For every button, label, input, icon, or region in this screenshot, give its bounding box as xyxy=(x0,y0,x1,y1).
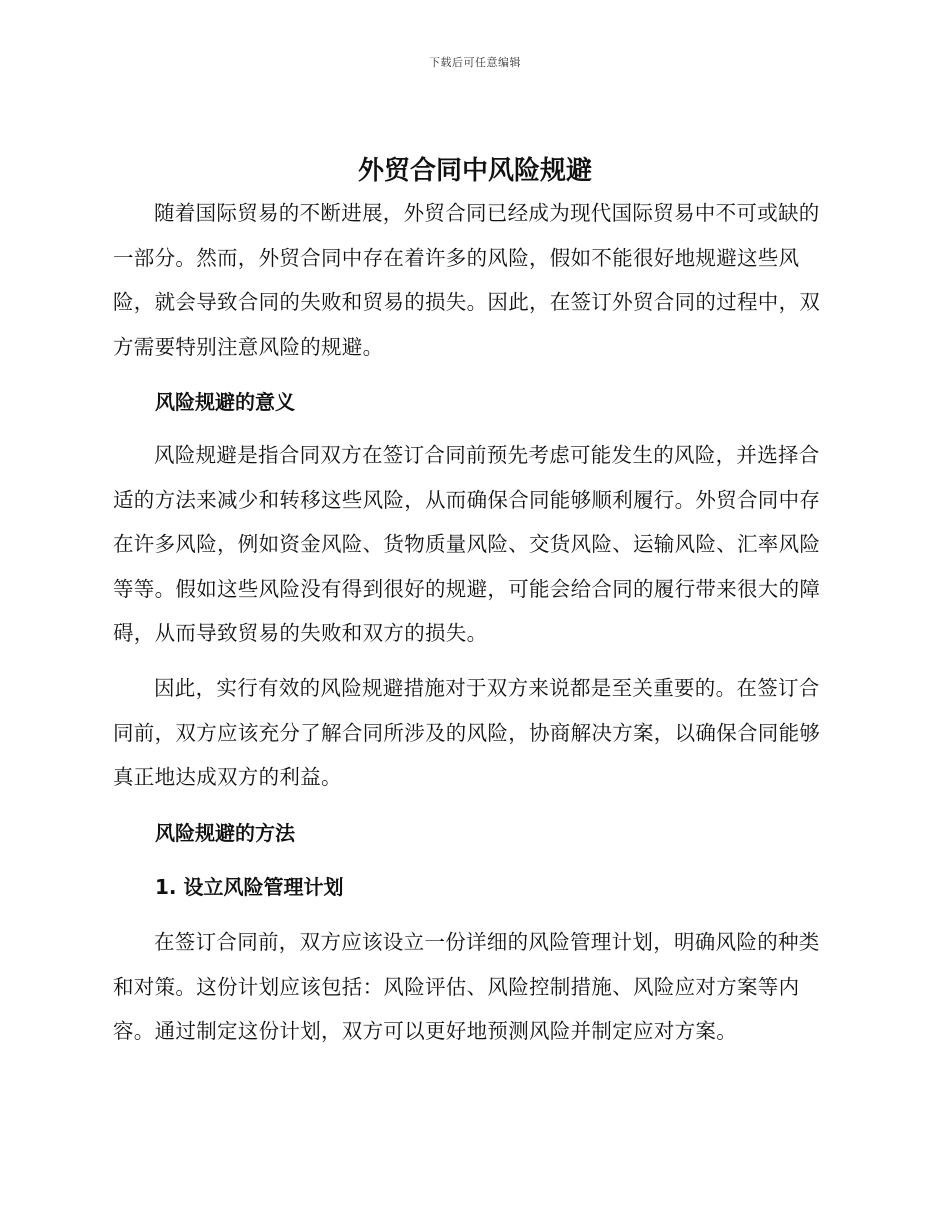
risk-plan-paragraph: 在签订合同前，双方应该设立一份详细的风险管理计划，明确风险的种类和对策。这份计划应该包括：风险评估、风险控制措施、风险应对方案等内容。通过制定这份计划，双方可以更好地预测风险并制定应对方案。 xyxy=(113,930,820,1043)
section-heading-significance: 风险规避的意义 xyxy=(155,390,295,414)
page-header-note: 下载后可任意编辑 xyxy=(429,56,521,69)
section-heading-methods: 风险规避的方法 xyxy=(155,821,295,845)
significance-paragraph-1: 风险规避是指合同双方在签订合同前预先考虑可能发生的风险，并选择合适的方法来减少和转移这些风险，从而确保合同能够顺利履行。外贸合同中存在许多风险，例如资金风险、货物质量风险、交货风险、运输风险、汇率风险等等。假如这些风险没有得到很好的规避，可能会给合同的履行带来很大的障碍，从而导致贸易的失败和双方的损失。 xyxy=(113,443,821,645)
intro-paragraph: 随着国际贸易的不断进展，外贸合同已经成为现代国际贸易中不可或缺的一部分。然而，外贸合同中存在着许多的风险，假如不能很好地规避这些风险，就会导致合同的失败和贸易的损失。因此，在签订外贸合同的过程中，双方需要特别注意风险的规避。 xyxy=(113,201,821,359)
significance-paragraph-2: 因此，实行有效的风险规避措施对于双方来说都是至关重要的。在签订合同前，双方应该充分了解合同所涉及的风险，协商解决方案，以确保合同能够真正地达成双方的利益。 xyxy=(113,676,821,789)
document-title: 外贸合同中风险规避 xyxy=(357,156,592,186)
subheading-risk-plan: 1. 设立风险管理计划 xyxy=(155,875,344,899)
